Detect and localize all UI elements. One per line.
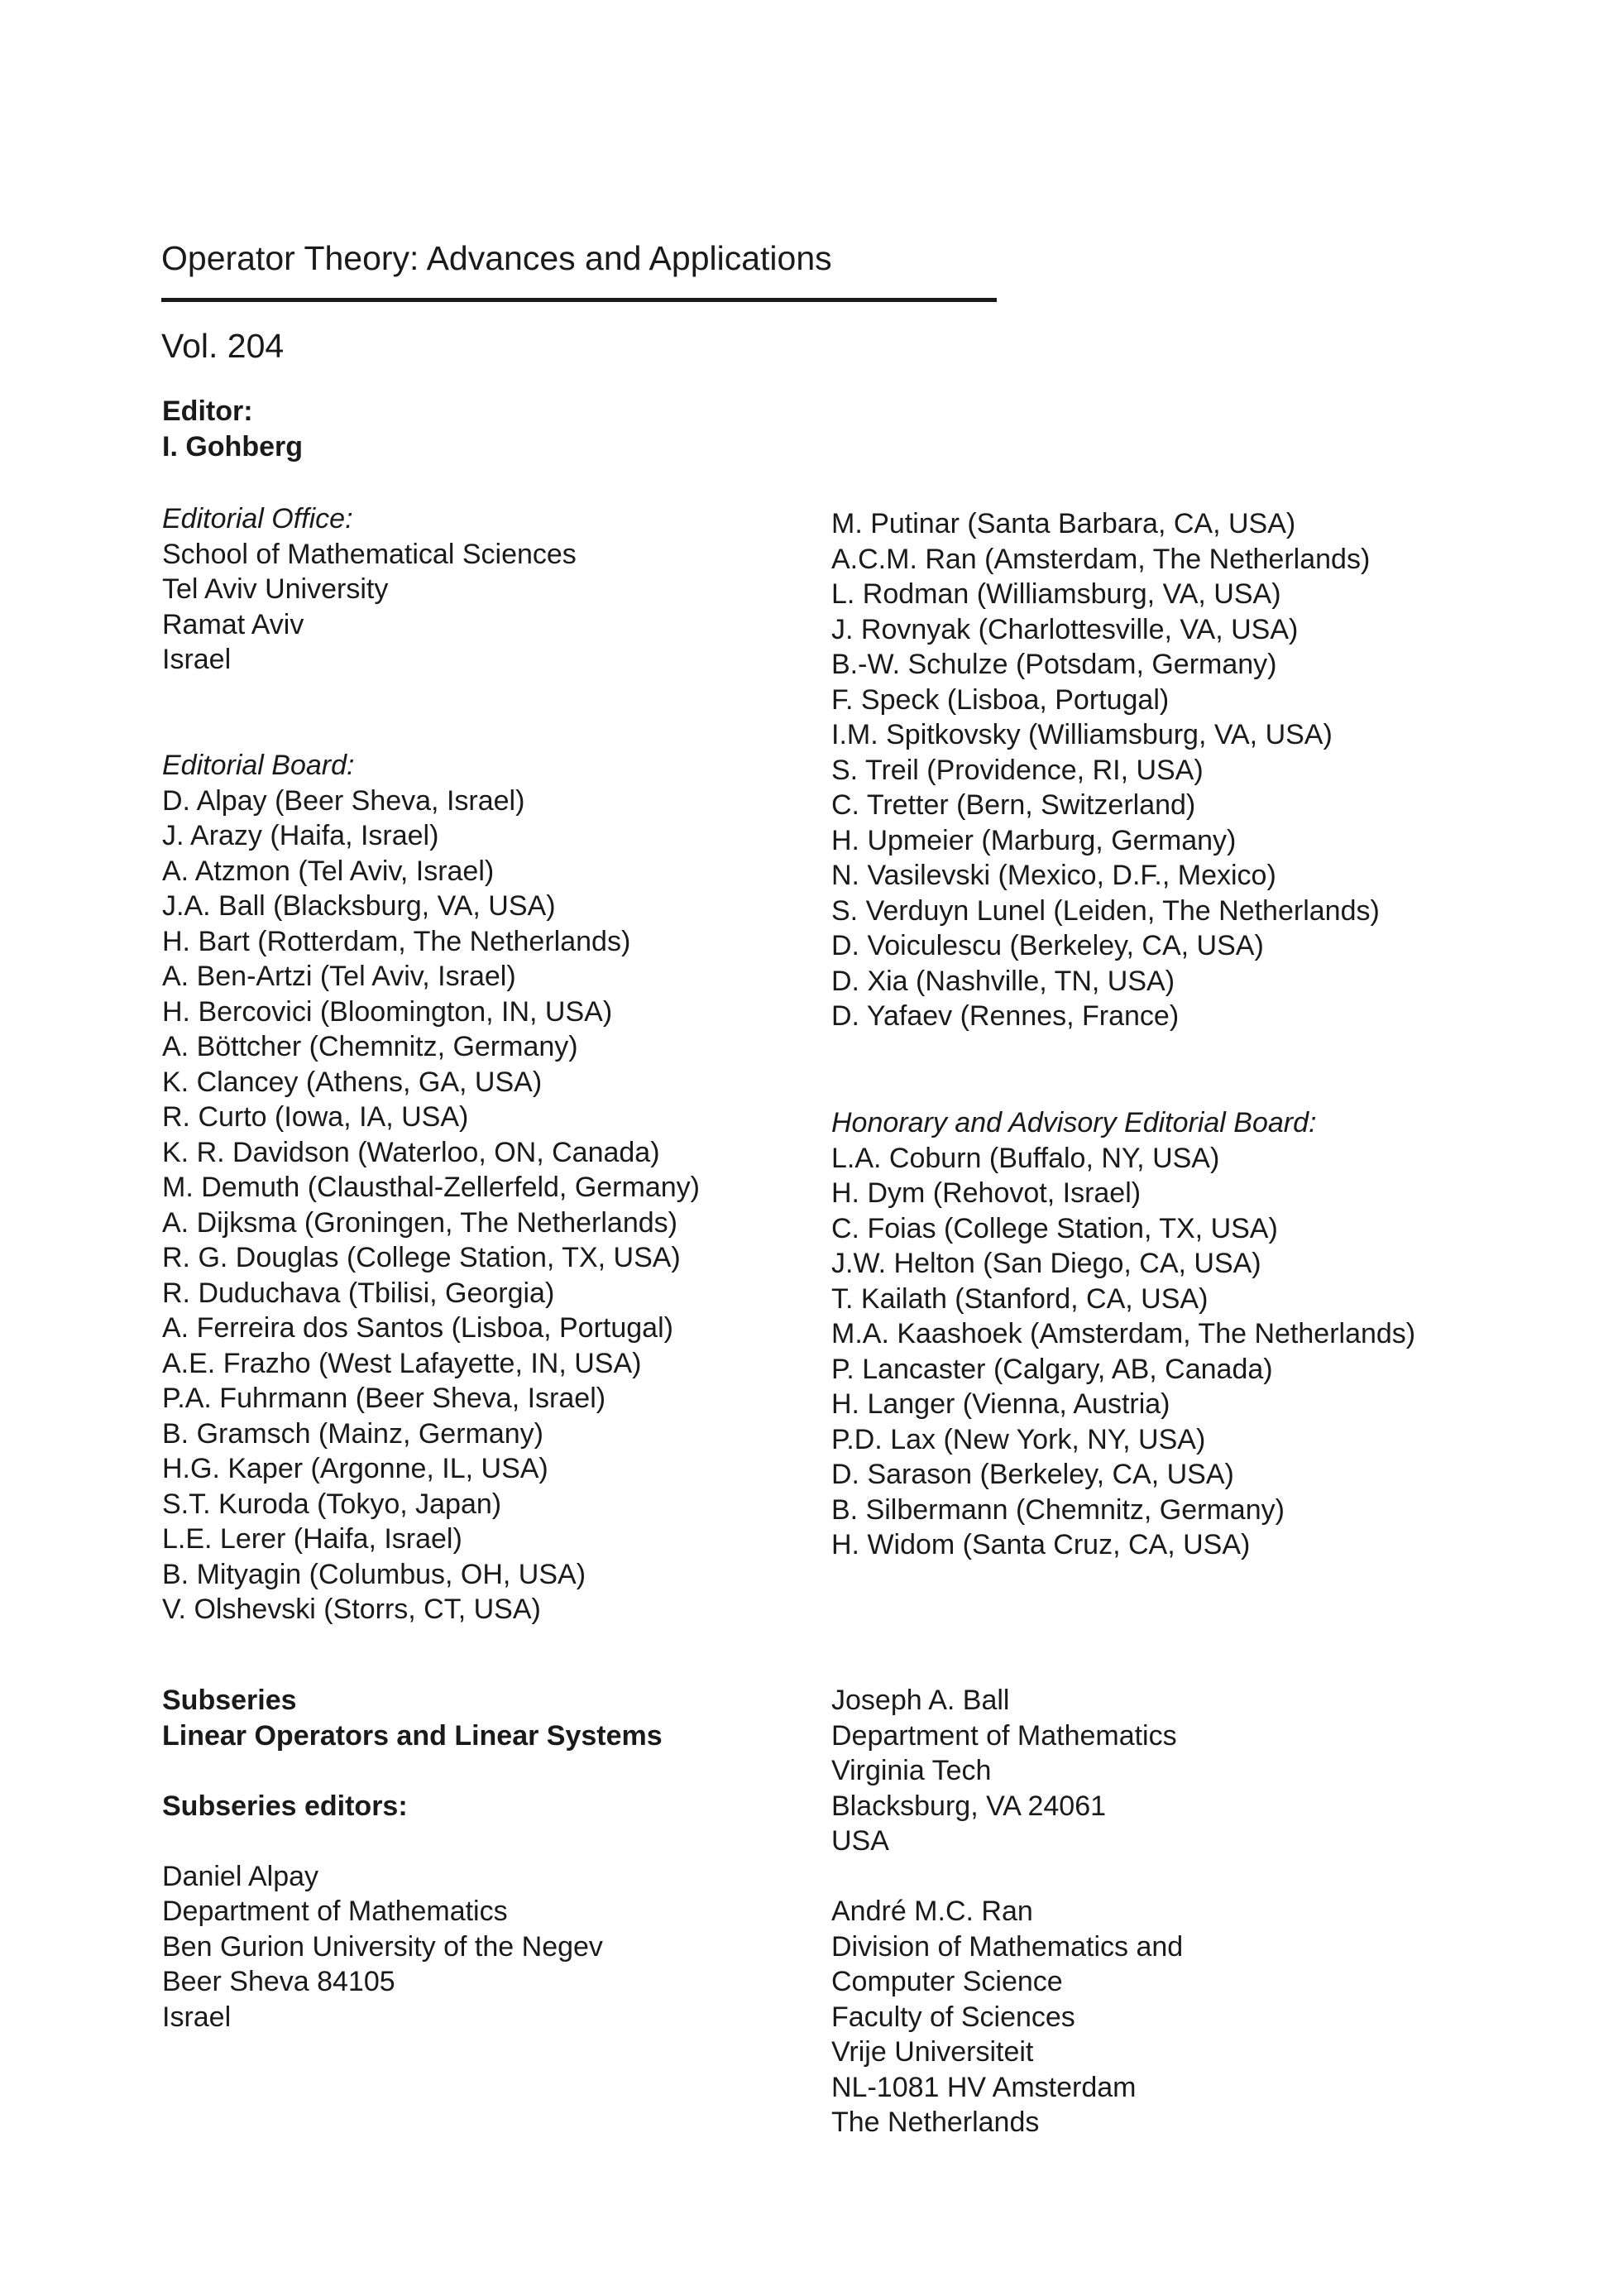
address-line: Daniel Alpay bbox=[162, 1860, 319, 1892]
header-divider bbox=[161, 298, 997, 302]
office-line: Tel Aviv University bbox=[162, 573, 389, 605]
board-member: A.E. Frazho (West Lafayette, IN, USA) bbox=[162, 1347, 642, 1379]
board-member: S.T. Kuroda (Tokyo, Japan) bbox=[162, 1488, 502, 1520]
editorial-office-block bbox=[162, 501, 840, 678]
address-line: Vrije Universiteit bbox=[831, 2036, 1034, 2068]
editorial-board-block bbox=[162, 748, 840, 1627]
board-member: A. Ben-Artzi (Tel Aviv, Israel) bbox=[162, 961, 516, 992]
board-member: L. Rodman (Williamsburg, VA, USA) bbox=[831, 578, 1281, 610]
honorary-member: H. Langer (Vienna, Austria) bbox=[831, 1388, 1170, 1420]
board-member: H. Upmeier (Marburg, Germany) bbox=[831, 824, 1237, 856]
board-member: C. Tretter (Bern, Switzerland) bbox=[831, 789, 1196, 821]
address-line: Division of Mathematics and bbox=[831, 1930, 1184, 1963]
address-line: Ben Gurion University of the Negev bbox=[162, 1930, 603, 1963]
address-line: NL-1081 HV Amsterdam bbox=[831, 2071, 1137, 2103]
board-member: A. Böttcher (Chemnitz, Germany) bbox=[162, 1031, 578, 1062]
board-member: H. Bercovici (Bloomington, IN, USA) bbox=[162, 995, 613, 1028]
address-line: Department of Mathematics bbox=[831, 1719, 1177, 1752]
honorary-member: L.A. Coburn (Buffalo, NY, USA) bbox=[831, 1142, 1220, 1174]
editorial-board-continued bbox=[831, 506, 1510, 1034]
subseries-title: Linear Operators and Linear Systems bbox=[162, 1719, 663, 1752]
subseries-label: Subseries bbox=[162, 1685, 297, 1716]
address-line: Department of Mathematics bbox=[162, 1896, 508, 1927]
board-member: M. Demuth (Clausthal-Zellerfeld, Germany) bbox=[162, 1172, 700, 1203]
board-member: D. Voiculescu (Berkeley, CA, USA) bbox=[831, 930, 1264, 961]
board-member: R. Duduchava (Tbilisi, Georgia) bbox=[162, 1277, 555, 1309]
honorary-member: P.D. Lax (New York, NY, USA) bbox=[831, 1423, 1206, 1455]
board-member: S. Treil (Providence, RI, USA) bbox=[831, 754, 1204, 786]
honorary-board-label: Honorary and Advisory Editorial Board: bbox=[831, 1107, 1317, 1138]
office-line: School of Mathematical Sciences bbox=[162, 538, 577, 570]
board-member: P.A. Fuhrmann (Beer Sheva, Israel) bbox=[162, 1383, 606, 1414]
address-line: Computer Science bbox=[831, 1966, 1063, 1997]
honorary-member: D. Sarason (Berkeley, CA, USA) bbox=[831, 1459, 1234, 1490]
honorary-member: T. Kailath (Stanford, CA, USA) bbox=[831, 1282, 1209, 1315]
board-member: L.E. Lerer (Haifa, Israel) bbox=[162, 1523, 462, 1555]
honorary-member: B. Silbermann (Chemnitz, Germany) bbox=[831, 1493, 1285, 1526]
board-member: A. Atzmon (Tel Aviv, Israel) bbox=[162, 855, 495, 887]
address-line: The Netherlands bbox=[831, 2107, 1040, 2138]
honorary-member: P. Lancaster (Calgary, AB, Canada) bbox=[831, 1353, 1273, 1385]
board-member: V. Olshevski (Storrs, CT, USA) bbox=[162, 1594, 541, 1625]
board-member: R. G. Douglas (College Station, TX, USA) bbox=[162, 1242, 681, 1273]
board-member: S. Verduyn Lunel (Leiden, The Netherlands) bbox=[831, 894, 1380, 927]
editor-block bbox=[162, 394, 840, 464]
board-member: D. Yafaev (Rennes, France) bbox=[831, 1000, 1180, 1032]
editorial-board-label: Editorial Board: bbox=[162, 750, 355, 781]
spacer bbox=[831, 1859, 1510, 1895]
honorary-member: J.W. Helton (San Diego, CA, USA) bbox=[831, 1248, 1261, 1279]
board-member: K. R. Davidson (Waterloo, ON, Canada) bbox=[162, 1136, 660, 1168]
board-member: I.M. Spitkovsky (Williamsburg, VA, USA) bbox=[831, 719, 1333, 750]
honorary-member: H. Dym (Rehovot, Israel) bbox=[831, 1177, 1142, 1209]
board-member: J. Rovnyak (Charlottesville, VA, USA) bbox=[831, 613, 1299, 645]
board-member: A. Dijksma (Groningen, The Netherlands) bbox=[162, 1206, 677, 1239]
subseries-editors-label: Subseries editors: bbox=[162, 1790, 408, 1822]
subseries-editors-right bbox=[831, 1683, 1510, 2140]
address-line: Faculty of Sciences bbox=[831, 2001, 1075, 2033]
address-line: Israel bbox=[162, 2001, 232, 2033]
editor-label: Editor: bbox=[162, 395, 253, 427]
board-member: A.C.M. Ran (Amsterdam, The Netherlands) bbox=[831, 543, 1371, 575]
board-member: H.G. Kaper (Argonne, IL, USA) bbox=[162, 1453, 548, 1484]
address-line: André M.C. Ran bbox=[831, 1896, 1033, 1927]
board-member: R. Curto (Iowa, IA, USA) bbox=[162, 1101, 469, 1133]
board-member: J. Arazy (Haifa, Israel) bbox=[162, 820, 439, 851]
board-member: A. Ferreira dos Santos (Lisboa, Portugal) bbox=[162, 1312, 673, 1344]
honorary-board-block bbox=[831, 1105, 1510, 1563]
board-member: H. Bart (Rotterdam, The Netherlands) bbox=[162, 925, 631, 957]
address-line: USA bbox=[831, 1825, 889, 1857]
volume-number: Vol. 204 bbox=[161, 327, 285, 365]
editor-name: I. Gohberg bbox=[162, 430, 303, 463]
board-member: B.-W. Schulze (Potsdam, Germany) bbox=[831, 649, 1277, 680]
address-line: Blacksburg, VA 24061 bbox=[831, 1790, 1107, 1822]
board-member: D. Xia (Nashville, TN, USA) bbox=[831, 965, 1175, 997]
subseries-block bbox=[162, 1683, 840, 2035]
address-line: Beer Sheva 84105 bbox=[162, 1966, 395, 1997]
office-line: Israel bbox=[162, 644, 232, 675]
address-line: Virginia Tech bbox=[831, 1755, 992, 1786]
board-member: B. Gramsch (Mainz, Germany) bbox=[162, 1417, 543, 1450]
board-member: K. Clancey (Athens, GA, USA) bbox=[162, 1066, 543, 1098]
editorial-office-label: Editorial Office: bbox=[162, 503, 353, 534]
series-title: Operator Theory: Advances and Applications bbox=[161, 239, 832, 277]
board-member: B. Mityagin (Columbus, OH, USA) bbox=[162, 1558, 586, 1590]
honorary-member: M.A. Kaashoek (Amsterdam, The Netherlands) bbox=[831, 1318, 1416, 1349]
spacer bbox=[162, 1753, 840, 1789]
office-line: Ramat Aviv bbox=[162, 608, 304, 640]
honorary-member: H. Widom (Santa Cruz, CA, USA) bbox=[831, 1529, 1251, 1560]
board-member: F. Speck (Lisboa, Portugal) bbox=[831, 683, 1170, 716]
board-member: D. Alpay (Beer Sheva, Israel) bbox=[162, 784, 525, 817]
board-member: N. Vasilevski (Mexico, D.F., Mexico) bbox=[831, 860, 1276, 891]
board-member: M. Putinar (Santa Barbara, CA, USA) bbox=[831, 508, 1296, 539]
address-line: Joseph A. Ball bbox=[831, 1685, 1010, 1716]
honorary-member: C. Foias (College Station, TX, USA) bbox=[831, 1212, 1278, 1244]
board-member: J.A. Ball (Blacksburg, VA, USA) bbox=[162, 890, 556, 922]
spacer bbox=[162, 1824, 840, 1859]
